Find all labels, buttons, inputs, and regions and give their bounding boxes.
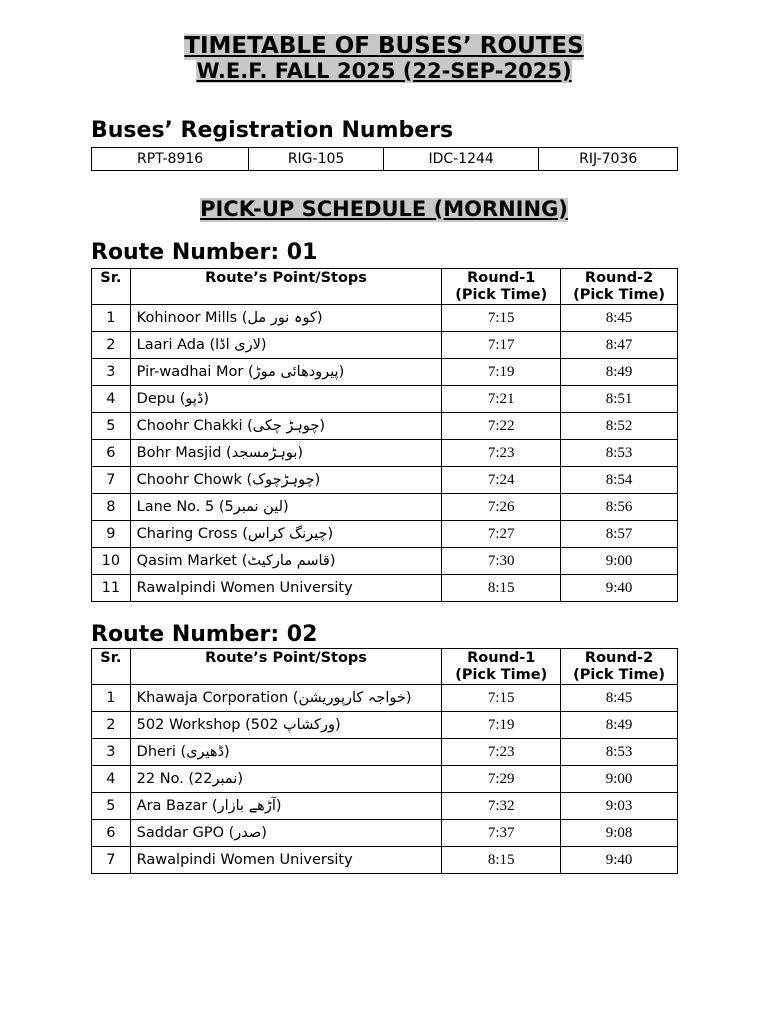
- page-title: TIMETABLE OF BUSES’ ROUTES: [184, 33, 584, 59]
- table-row: [92, 359, 678, 386]
- cell-round1-time: 7:24: [442, 467, 561, 494]
- cell-round2-time: 9:03: [561, 793, 678, 820]
- schedule-heading-text: PICK-UP SCHEDULE (MORNING): [200, 197, 568, 221]
- table-row: [92, 305, 678, 332]
- cell-round2-time: 8:51: [561, 386, 678, 413]
- column-header-round2-sub: (Pick Time): [573, 667, 666, 683]
- table-row: [92, 494, 678, 521]
- cell-round2-time: 8:53: [561, 739, 678, 766]
- cell-round2-time: 9:40: [561, 847, 678, 874]
- cell-sr: 6: [92, 820, 131, 847]
- registration-number: RPT-8916: [92, 148, 249, 171]
- cell-sr: 11: [92, 575, 131, 602]
- table-row: [92, 847, 678, 874]
- cell-round2-time: 8:47: [561, 332, 678, 359]
- cell-stop: Rawalpindi Women University: [130, 575, 442, 602]
- column-header-round2-sub: (Pick Time): [573, 287, 666, 303]
- cell-sr: 7: [92, 847, 131, 874]
- cell-round1-time: 7:22: [442, 413, 561, 440]
- cell-sr: 7: [92, 467, 131, 494]
- route-heading: Route Number: 01: [91, 240, 318, 265]
- cell-sr: 6: [92, 440, 131, 467]
- cell-round1-time: 7:26: [442, 494, 561, 521]
- cell-stop: Qasim Market (قاسم مارکیٹ): [130, 548, 442, 575]
- column-header-round1-sub: (Pick Time): [455, 287, 548, 303]
- cell-sr: 8: [92, 494, 131, 521]
- cell-stop: Saddar GPO (صدر): [130, 820, 442, 847]
- table-row: [92, 413, 678, 440]
- registration-number: IDC-1244: [383, 148, 538, 171]
- cell-stop: 22 No. (22نمبر): [130, 766, 442, 793]
- cell-round1-time: 7:23: [442, 440, 561, 467]
- cell-sr: 3: [92, 739, 131, 766]
- cell-stop: Khawaja Corporation (خواجہ کارپوریشن): [130, 685, 442, 712]
- table-row: [92, 712, 678, 739]
- cell-round1-time: 7:15: [442, 685, 561, 712]
- cell-sr: 1: [92, 305, 131, 332]
- cell-round2-time: 8:53: [561, 440, 678, 467]
- cell-sr: 1: [92, 685, 131, 712]
- cell-round2-time: 8:54: [561, 467, 678, 494]
- cell-round1-time: 7:32: [442, 793, 561, 820]
- cell-round1-time: 7:21: [442, 386, 561, 413]
- route-heading: Route Number: 02: [91, 622, 318, 647]
- cell-round2-time: 8:49: [561, 712, 678, 739]
- cell-round1-time: 7:27: [442, 521, 561, 548]
- cell-round2-time: 8:49: [561, 359, 678, 386]
- route-table: [91, 268, 678, 602]
- cell-round1-time: 7:29: [442, 766, 561, 793]
- page-subtitle: W.E.F. FALL 2025 (22-SEP-2025): [196, 58, 572, 83]
- cell-stop: Kohinoor Mills (کوہ نور مل): [130, 305, 442, 332]
- cell-stop: Bohr Masjid (بوہڑمسجد): [130, 440, 442, 467]
- route-table: [91, 648, 678, 874]
- table-row: [92, 685, 678, 712]
- cell-sr: 5: [92, 413, 131, 440]
- registration-number: RIG-105: [249, 148, 384, 171]
- column-header-round2: [561, 269, 678, 305]
- cell-sr: 10: [92, 548, 131, 575]
- registration-table: [91, 147, 678, 171]
- cell-sr: 4: [92, 766, 131, 793]
- cell-round1-time: 7:30: [442, 548, 561, 575]
- column-header-round2-label: Round-2: [584, 270, 654, 286]
- column-header-round1-label: Round-1: [467, 650, 536, 666]
- title-block: [0, 34, 768, 83]
- registration-number: RIJ-7036: [539, 148, 678, 171]
- cell-round1-time: 7:37: [442, 820, 561, 847]
- cell-stop: Ara Bazar (آڑھے بازار): [130, 793, 442, 820]
- cell-stop: Lane No. 5 (لین نمبر5): [130, 494, 442, 521]
- cell-sr: 9: [92, 521, 131, 548]
- cell-stop: Depu (ڈپو): [130, 386, 442, 413]
- column-header-round1-label: Round-1: [467, 270, 536, 286]
- cell-round2-time: 9:08: [561, 820, 678, 847]
- cell-round1-time: 7:19: [442, 359, 561, 386]
- cell-sr: 2: [92, 712, 131, 739]
- cell-round1-time: 7:19: [442, 712, 561, 739]
- cell-round2-time: 8:56: [561, 494, 678, 521]
- cell-round2-time: 8:45: [561, 685, 678, 712]
- cell-stop: Laari Ada (لاری اڈا): [130, 332, 442, 359]
- column-header-round2-label: Round-2: [584, 650, 654, 666]
- registration-heading: Buses’ Registration Numbers: [91, 118, 454, 143]
- cell-round1-time: 7:15: [442, 305, 561, 332]
- cell-round2-time: 8:52: [561, 413, 678, 440]
- cell-stop: Dheri (ڈھیری): [130, 739, 442, 766]
- column-header-round2: [561, 649, 678, 685]
- cell-stop: 502 Workshop (502 ورکشاپ): [130, 712, 442, 739]
- table-row: [92, 521, 678, 548]
- cell-stop: Rawalpindi Women University: [130, 847, 442, 874]
- table-row: [92, 793, 678, 820]
- cell-round1-time: 8:15: [442, 847, 561, 874]
- cell-stop: Choohr Chakki (چوہڑ چکی): [130, 413, 442, 440]
- table-row: [92, 332, 678, 359]
- cell-round1-time: 7:23: [442, 739, 561, 766]
- table-row: [92, 467, 678, 494]
- cell-round1-time: 8:15: [442, 575, 561, 602]
- table-row: [92, 386, 678, 413]
- column-header-round1: [442, 649, 561, 685]
- table-row: [92, 739, 678, 766]
- table-row: [92, 548, 678, 575]
- cell-stop: Pir-wadhai Mor (پیرودھائی موڑ): [130, 359, 442, 386]
- column-header-stop: Route’s Point/Stops: [130, 269, 442, 305]
- cell-stop: Charing Cross (چیرنگ کراس): [130, 521, 442, 548]
- table-row: [92, 440, 678, 467]
- cell-round2-time: 9:40: [561, 575, 678, 602]
- column-header-round1-sub: (Pick Time): [455, 667, 548, 683]
- table-row: [92, 820, 678, 847]
- column-header-sr: Sr.: [92, 649, 131, 685]
- cell-round2-time: 9:00: [561, 766, 678, 793]
- cell-round2-time: 8:57: [561, 521, 678, 548]
- cell-round1-time: 7:17: [442, 332, 561, 359]
- cell-round2-time: 9:00: [561, 548, 678, 575]
- cell-sr: 2: [92, 332, 131, 359]
- schedule-heading: [0, 198, 768, 222]
- column-header-sr: Sr.: [92, 269, 131, 305]
- table-row: [92, 575, 678, 602]
- cell-round2-time: 8:45: [561, 305, 678, 332]
- table-row: [92, 766, 678, 793]
- cell-sr: 3: [92, 359, 131, 386]
- cell-stop: Choohr Chowk (چوہڑچوک): [130, 467, 442, 494]
- cell-sr: 5: [92, 793, 131, 820]
- cell-sr: 4: [92, 386, 131, 413]
- column-header-round1: [442, 269, 561, 305]
- column-header-stop: Route’s Point/Stops: [130, 649, 442, 685]
